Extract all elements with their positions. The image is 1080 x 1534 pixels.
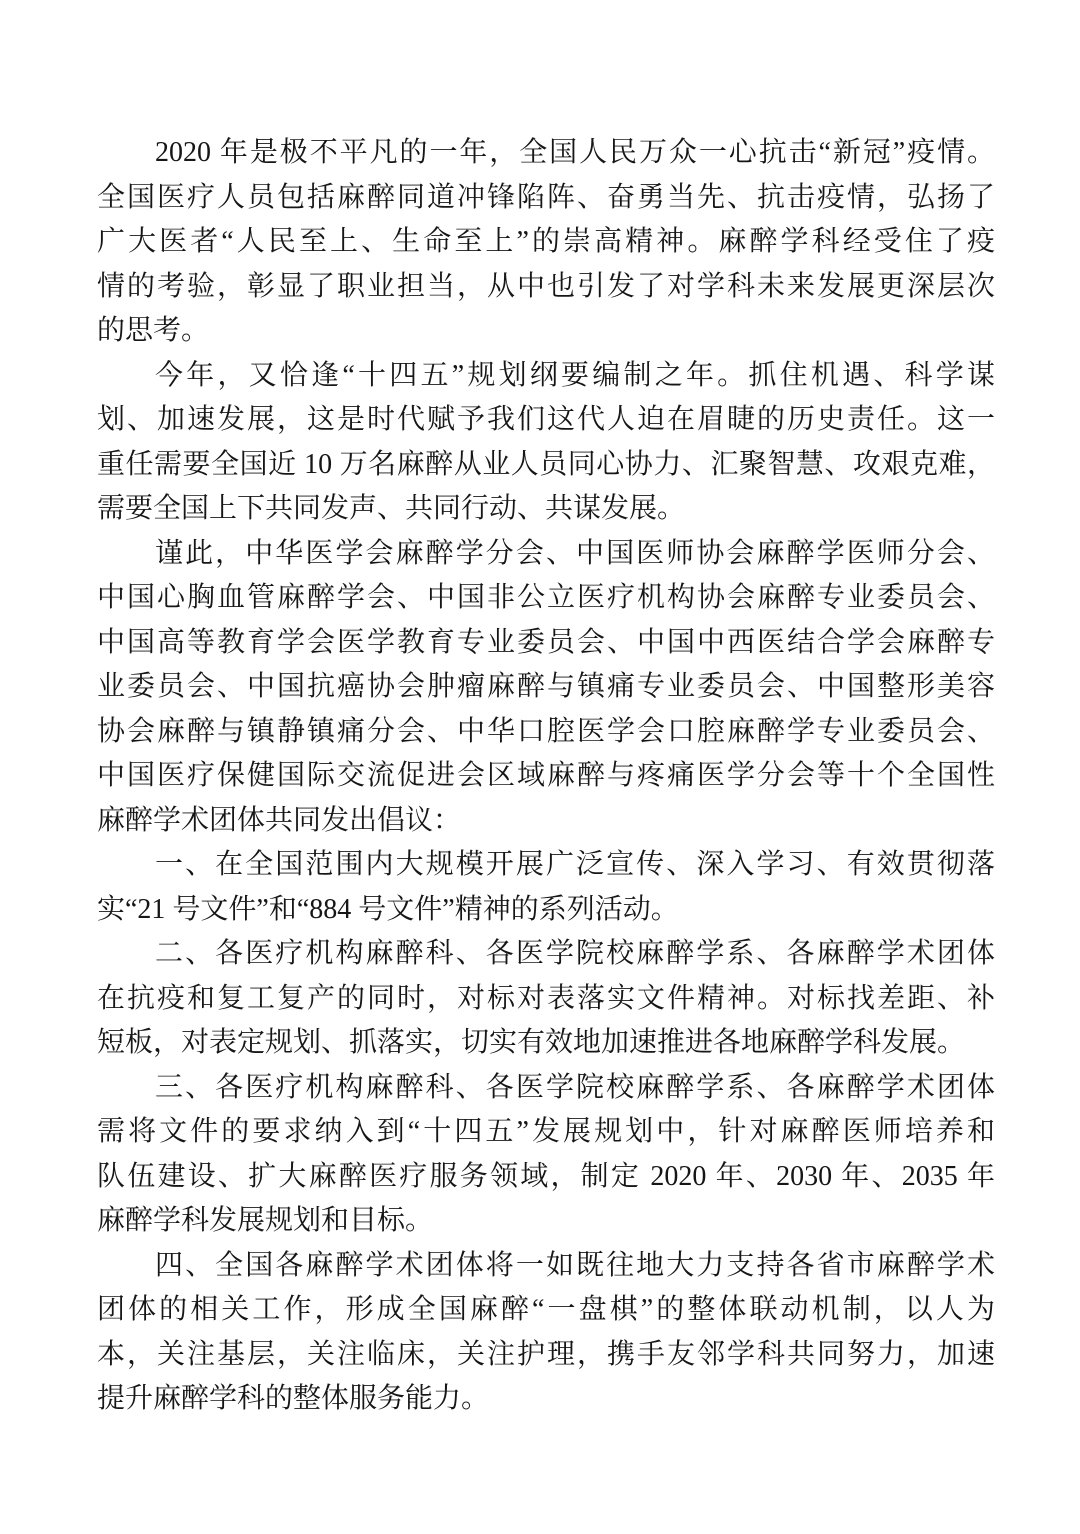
text-line: 今年，又恰逢“十四五”规划纲要编制之年。抓住机遇、科学谋 — [155, 359, 995, 391]
text-line: 划、加速发展，这是时代赋予我们这代人迫在眉睫的历史责任。这一 — [97, 404, 995, 435]
text-line: 情的考验，彰显了职业担当，从中也引发了对学科未来发展更深层次 — [97, 270, 995, 302]
text-line: 实“21 号文件”和“884 号文件”精神的系列活动。 — [97, 893, 679, 925]
text-line: 二、各医疗机构麻醉科、各医学院校麻醉学系、各麻醉学术团体 — [155, 938, 995, 969]
text-line: 提升麻醉学科的整体服务能力。 — [97, 1383, 490, 1414]
paragraph-societies-list — [97, 532, 995, 844]
paragraph-item-4 — [97, 1244, 995, 1422]
text-line: 重任需要全国近 10 万名麻醉从业人员同心协力、汇聚智慧、攻艰克难， — [97, 448, 995, 480]
text-line: 队伍建设、扩大麻醉医疗服务领域，制定 2020 年、2030 年、2035 年 — [97, 1160, 995, 1192]
text-line: 中国高等教育学会医学教育专业委员会、中国中西医结合学会麻醉专 — [97, 626, 995, 658]
paragraph-item-2 — [97, 932, 995, 1066]
text-line: 的思考。 — [97, 315, 210, 346]
text-line: 需要全国上下共同发声、共同行动、共谋发展。 — [97, 493, 686, 524]
text-line: 团体的相关工作，形成全国麻醉“一盘棋”的整体联动机制，以人为 — [97, 1294, 995, 1325]
text-line: 麻醉学术团体共同发出倡议： — [97, 804, 462, 836]
text-line: 协会麻醉与镇静镇痛分会、中华口腔医学会口腔麻醉学专业委员会、 — [97, 715, 995, 747]
text-line: 业委员会、中国抗癌协会肿瘤麻醉与镇痛专业委员会、中国整形美容 — [97, 671, 995, 702]
text-line: 全国医疗人员包括麻醉同道冲锋陷阵、奋勇当先、抗击疫情，弘扬了 — [97, 181, 995, 213]
text-line: 麻醉学科发展规划和目标。 — [97, 1205, 434, 1236]
text-line: 中国医疗保健国际交流促进会区域麻醉与疼痛医学分会等十个全国性 — [97, 760, 995, 791]
text-line: 需将文件的要求纳入到“十四五”发展规划中，针对麻醉医师培养和 — [97, 1116, 995, 1147]
text-line: 本，关注基层，关注临床，关注护理，携手友邻学科共同努力，加速 — [97, 1338, 995, 1370]
paragraph-item-1 — [97, 843, 995, 932]
text-line: 一、在全国范围内大规模开展广泛宣传、深入学习、有效贯彻落 — [155, 849, 995, 880]
paragraph-five-year-plan — [97, 354, 995, 532]
text-line: 短板，对表定规划、抓落实，切实有效地加速推进各地麻醉学科发展。 — [97, 1027, 966, 1058]
text-line: 在抗疫和复工复产的同时，对标对表落实文件精神。对标找差距、补 — [97, 982, 995, 1014]
text-line: 广大医者“人民至上、生命至上”的崇高精神。麻醉学科经受住了疫 — [97, 226, 995, 257]
document-text-block — [97, 131, 995, 1422]
text-line: 2020 年是极不平凡的一年，全国人民万众一心抗击“新冠”疫情。 — [155, 137, 995, 168]
text-line: 谨此，中华医学会麻醉学分会、中国医师协会麻醉学医师分会、 — [155, 537, 995, 569]
text-line: 四、全国各麻醉学术团体将一如既往地大力支持各省市麻醉学术 — [155, 1249, 995, 1281]
text-line: 中国心胸血管麻醉学会、中国非公立医疗机构协会麻醉专业委员会、 — [97, 582, 995, 613]
text-line: 三、各医疗机构麻醉科、各医学院校麻醉学系、各麻醉学术团体 — [155, 1071, 995, 1103]
paragraph-intro-covid — [97, 131, 995, 354]
paragraph-item-3 — [97, 1066, 995, 1244]
